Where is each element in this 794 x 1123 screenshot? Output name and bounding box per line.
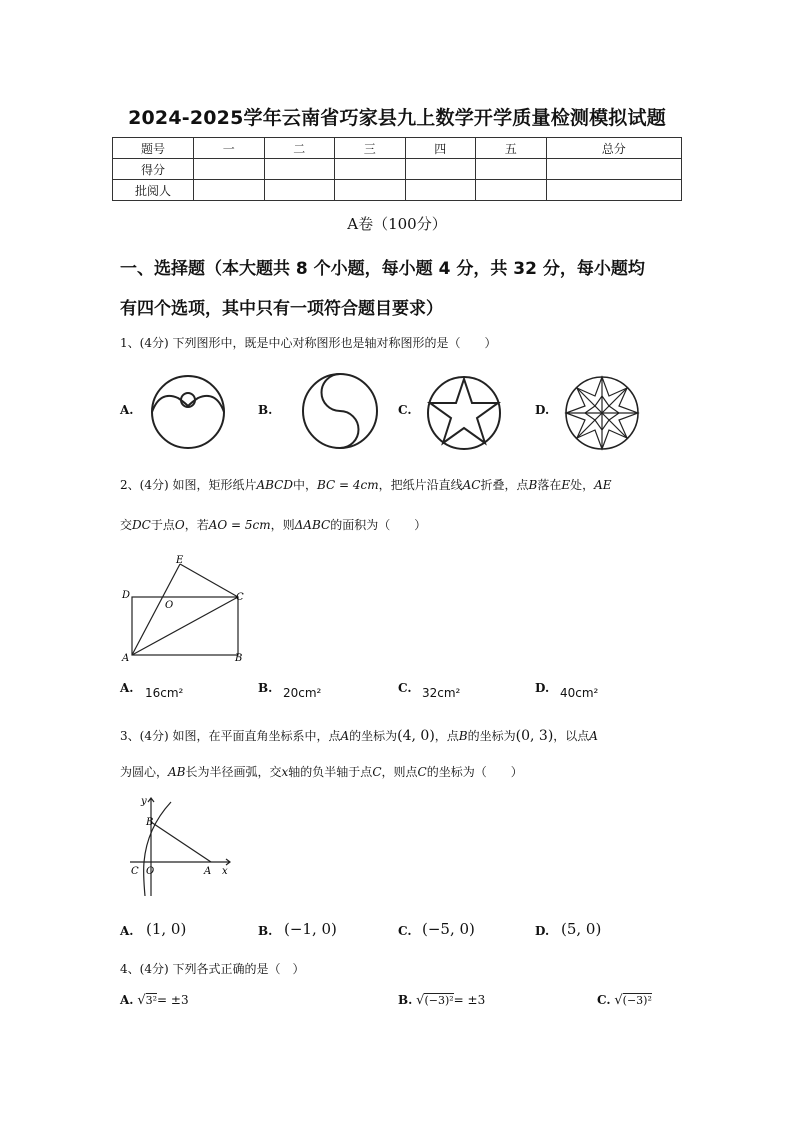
q2-option-b-value: 20cm² — [283, 686, 322, 700]
q3-label-o: O — [146, 866, 155, 877]
q1-option-b-label: B. — [258, 403, 273, 417]
score-cell[interactable] — [546, 180, 682, 201]
volume-heading: A卷（100分） — [347, 215, 447, 233]
q3-option-a[interactable] — [120, 924, 134, 938]
q2-text: 交 — [120, 518, 133, 532]
q3-math: (4, 0) — [397, 728, 435, 744]
q2-math: E — [561, 478, 571, 492]
q3-label-y: y — [141, 796, 147, 807]
q3-option-b-value: (−1, 0) — [284, 920, 337, 938]
q2-option-d[interactable] — [535, 681, 549, 695]
q2-label-e: E — [176, 555, 184, 566]
q1-option-c-label: C. — [398, 403, 412, 417]
q1-option-a-label: A. — [120, 403, 134, 417]
q2-text: ，把纸片沿直线 — [378, 478, 463, 492]
q2-math: DC — [132, 518, 151, 532]
q1-option-c-figure[interactable] — [424, 374, 504, 452]
q3-segment-ab — [151, 822, 211, 862]
q3-math: B — [458, 729, 468, 743]
q2-text: ，则 — [270, 518, 295, 532]
q2-label-a: A — [122, 653, 130, 664]
q2-label-o: O — [165, 600, 174, 611]
q4-option-a-rest: = ±3 — [157, 993, 189, 1007]
q1-option-d-label: D. — [535, 403, 550, 417]
q3-option-c[interactable] — [398, 924, 412, 938]
score-cell[interactable] — [405, 180, 476, 201]
q2-stem-line1 — [120, 476, 612, 493]
q2-option-a-value: 16cm² — [145, 686, 184, 700]
q2-math: O — [174, 518, 185, 532]
q3-option-c-label: C. — [398, 924, 412, 938]
q2-label-b: B — [235, 653, 243, 664]
score-cell[interactable] — [335, 180, 406, 201]
q3-math: C — [372, 765, 382, 779]
q2-option-d-value: 40cm² — [560, 686, 599, 700]
score-cell[interactable] — [546, 159, 682, 180]
q3-stem-line1 — [120, 727, 598, 744]
q2-option-c-label: C. — [398, 681, 412, 695]
q2-text: ，若 — [184, 518, 209, 532]
q4-option-c-radicand: (−3)² — [622, 994, 652, 1007]
q1-option-a-figure[interactable] — [148, 374, 228, 450]
radical-icon: √ — [614, 993, 623, 1008]
q3-stem-line2 — [120, 763, 523, 780]
q2-math: AE — [594, 478, 612, 492]
q3-label-a: A — [204, 866, 212, 877]
q2-option-c-value: 32cm² — [422, 686, 461, 700]
q1-option-d-figure[interactable] — [563, 374, 641, 452]
q3-math: C — [417, 765, 427, 779]
score-table-row — [113, 180, 682, 201]
q3-option-a-value: (1, 0) — [146, 920, 187, 938]
q3-option-b-label: B. — [258, 924, 273, 938]
score-table-header: 总分 — [546, 138, 682, 159]
score-table-row — [113, 159, 682, 180]
radical-icon: √ — [416, 993, 425, 1008]
score-cell[interactable] — [476, 180, 547, 201]
q3-option-d[interactable] — [535, 924, 549, 938]
q3-text: ，则点 — [381, 765, 418, 779]
score-cell[interactable] — [194, 159, 265, 180]
score-cell[interactable] — [194, 180, 265, 201]
q2-math: ABCD — [256, 478, 293, 492]
q4-option-a-label: A. — [120, 993, 134, 1007]
q3-math: A — [589, 729, 598, 743]
q3-option-c-value: (−5, 0) — [422, 920, 475, 938]
q3-option-d-label: D. — [535, 924, 550, 938]
q2-math: B — [528, 478, 538, 492]
q4-option-b[interactable] — [398, 993, 485, 1008]
q2-option-a-label: A. — [120, 681, 134, 695]
q2-math: AO = 5cm — [208, 518, 271, 532]
q4-option-b-label: B. — [398, 993, 413, 1007]
q2-label-c: C — [236, 592, 244, 603]
q3-text: 的坐标为（ ） — [426, 765, 523, 779]
score-cell[interactable] — [335, 159, 406, 180]
score-table-header-row — [113, 138, 682, 159]
q2-math: AC — [462, 478, 481, 492]
q3-text: 的坐标为 — [349, 729, 398, 743]
q3-option-d-value: (5, 0) — [561, 920, 602, 938]
q3-math: AB — [168, 765, 186, 779]
score-cell[interactable] — [264, 159, 335, 180]
score-row-label: 批阅人 — [113, 180, 194, 201]
section-heading-line2: 有四个选项，其中只有一项符合题目要求） — [120, 299, 443, 319]
q3-option-a-label: A. — [120, 924, 134, 938]
score-cell[interactable] — [405, 159, 476, 180]
q4-option-c-label: C. — [597, 993, 611, 1007]
q3-figure — [126, 792, 238, 900]
q3-label-c: C — [131, 866, 139, 877]
q3-label-b: B — [146, 817, 154, 828]
q3-math: A — [340, 729, 350, 743]
q2-line-ec — [180, 564, 238, 597]
q3-option-b[interactable] — [258, 924, 272, 938]
q3-text: 3、(4分) 如图，在平面直角坐标系中，点 — [120, 729, 341, 743]
q4-stem: 4、(4分) 下列各式正确的是（ ） — [120, 962, 305, 976]
score-row-label: 得分 — [113, 159, 194, 180]
q2-text: 折叠，点 — [480, 478, 529, 492]
q2-math: ΔABC — [294, 518, 331, 532]
score-table-header: 五 — [476, 138, 547, 159]
score-table-header: 三 — [335, 138, 406, 159]
q1-stem: 1、(4分) 下列图形中，既是中心对称图形也是轴对称图形的是（ ） — [120, 336, 497, 350]
q2-option-c[interactable] — [398, 681, 412, 695]
q2-text: 2、(4分) 如图，矩形纸片 — [120, 478, 257, 492]
q3-text: 长为半径画弧，交 — [185, 765, 282, 779]
q3-math: (0, 3) — [515, 728, 554, 744]
score-cell[interactable] — [264, 180, 335, 201]
q2-math: BC = 4cm — [316, 478, 379, 492]
q1-option-b-figure[interactable] — [300, 372, 380, 450]
q2-text: 落在 — [537, 478, 562, 492]
q2-text: 中， — [292, 478, 317, 492]
q3-text: 轴的负半轴于点 — [288, 765, 373, 779]
q2-stem-line2 — [120, 516, 426, 533]
q4-option-b-radicand: (−3)² — [424, 994, 454, 1007]
score-table-header: 题号 — [113, 138, 194, 159]
score-table-header: 二 — [264, 138, 335, 159]
page-title: 2024-2025学年云南省巧家县九上数学开学质量检测模拟试题 — [128, 107, 666, 129]
q2-option-d-label: D. — [535, 681, 550, 695]
score-table — [112, 137, 682, 201]
q2-text: 处， — [570, 478, 595, 492]
q3-label-x: x — [222, 866, 228, 877]
q4-option-a[interactable] — [120, 993, 189, 1008]
q3-text: 的坐标为 — [467, 729, 516, 743]
q4-option-a-radicand: 3² — [145, 994, 158, 1007]
radical-icon: √ — [137, 993, 146, 1008]
q2-figure — [118, 552, 258, 664]
q2-option-b-label: B. — [258, 681, 273, 695]
q2-option-b[interactable] — [258, 681, 272, 695]
section-heading-line1: 一、选择题（本大题共 8 个小题，每小题 4 分，共 32 分，每小题均 — [120, 259, 645, 279]
score-table-header: 一 — [194, 138, 265, 159]
score-cell[interactable] — [476, 159, 547, 180]
score-table-header: 四 — [405, 138, 476, 159]
q2-option-a[interactable] — [120, 681, 134, 695]
q4-option-b-rest: = ±3 — [453, 993, 486, 1007]
q3-text: ，以点 — [553, 729, 590, 743]
q4-option-c[interactable] — [597, 993, 652, 1008]
q2-text: 的面积为（ ） — [330, 518, 427, 532]
q3-text: ，点 — [434, 729, 459, 743]
q3-text: 为圆心， — [120, 765, 169, 779]
q2-text: 于点 — [150, 518, 175, 532]
q2-label-d: D — [122, 590, 131, 601]
q3-math: x — [281, 765, 289, 779]
